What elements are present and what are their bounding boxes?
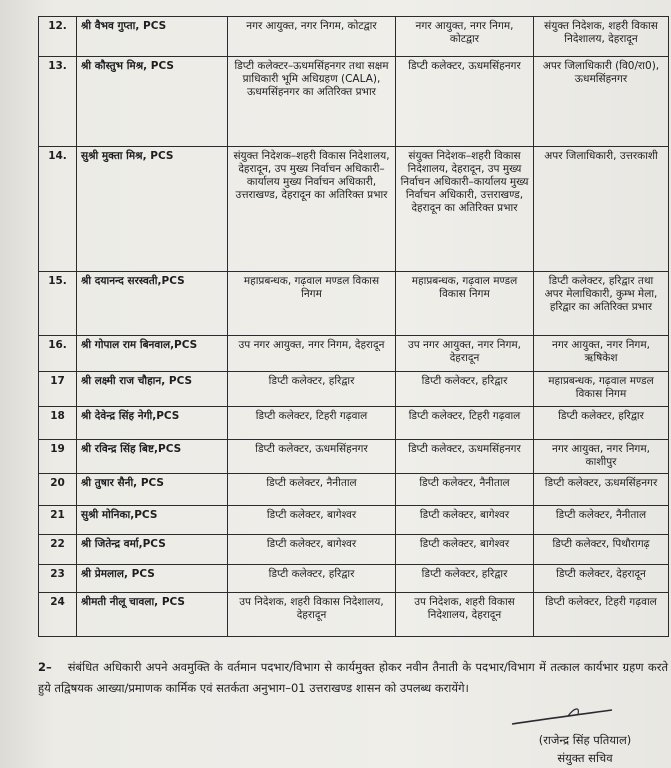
officer-name: सुश्री मुक्ता मिश्र, PCS [77, 147, 228, 272]
table-row [39, 474, 669, 506]
serial-number: 22 [39, 535, 77, 565]
officer-name: श्रीमती नीलू चावला, PCS [77, 593, 228, 637]
officer-name: श्री गोपाल राम बिनवाल,PCS [77, 336, 228, 372]
table-row [39, 565, 669, 593]
current-posting: डिप्टी कलेक्टर, नैनीताल [228, 474, 396, 506]
officer-name: श्री प्रेमलाल, PCS [77, 565, 228, 593]
new-posting: डिप्टी कलेक्टर, ऊधमसिंहनगर [534, 474, 669, 506]
relieved-from-posting: उप नगर आयुक्त, नगर निगम, देहरादून [396, 336, 534, 372]
new-posting: अपर जिलाधिकारी, उत्तरकाशी [534, 147, 669, 272]
new-posting: डिप्टी कलेक्टर, नैनीताल [534, 506, 669, 535]
current-posting: महाप्रबन्धक, गढ़वाल मण्डल विकास निगम [228, 272, 396, 336]
current-posting: संयुक्त निदेशक–शहरी विकास निदेशालय, देहरादून, उप मुख्य निर्वाचन अधिकारी–कार्यालय मुख्य निर्वाचन अधिकारी, उत्तराखण्ड, देहरादून का अतिरिक्त प्रभार [228, 147, 396, 272]
serial-number: 21 [39, 506, 77, 535]
officer-name: श्री देवेन्द्र सिंह नेगी,PCS [77, 407, 228, 440]
new-posting: अपर जिलाधिकारी (वि0/रा0), ऊधमसिंहनगर [534, 57, 669, 147]
relieved-from-posting: नगर आयुक्त, नगर निगम, कोटद्वार [396, 17, 534, 57]
signatory-name: (राजेन्द्र सिंह पतियाल) [538, 733, 632, 747]
serial-number: 12. [39, 17, 77, 57]
current-posting: डिप्टी कलेक्टर, ऊधमसिंहनगर [228, 440, 396, 474]
current-posting: डिप्टी कलेक्टर, हरिद्वार [228, 372, 396, 407]
serial-number: 13. [39, 57, 77, 147]
table-row [39, 17, 669, 57]
relieved-from-posting: डिप्टी कलेक्टर, ऊधमसिंहनगर [396, 440, 534, 474]
current-posting: डिप्टी कलेक्टर, हरिद्वार [228, 565, 396, 593]
officer-name: श्री रविन्द्र सिंह बिष्ट,PCS [77, 440, 228, 474]
relieved-from-posting: डिप्टी कलेक्टर, ऊधमसिंहनगर [396, 57, 534, 147]
current-posting: उप नगर आयुक्त, नगर निगम, देहरादून [228, 336, 396, 372]
serial-number: 17 [39, 372, 77, 407]
table-row [39, 57, 669, 147]
serial-number: 15. [39, 272, 77, 336]
new-posting: डिप्टी कलेक्टर, पिथौरागढ़ [534, 535, 669, 565]
relieved-from-posting: डिप्टी कलेक्टर, बागेश्वर [396, 535, 534, 565]
paragraph-number: 2– [38, 660, 52, 674]
transfer-table-body [39, 17, 669, 637]
new-posting: नगर आयुक्त, नगर निगम, काशीपुर [534, 440, 669, 474]
table-row [39, 506, 669, 535]
table-row [39, 336, 669, 372]
paragraph-text: संबंधित अधिकारी अपने अवमुक्ति के वर्तमान पदभार/विभाग से कार्यमुक्त होकर नवीन तैनाती के पदभार/विभाग में तत्काल कार्यभार ग्रहण करते हुये तद्विषयक आख्या/प्रमाणक कार्मिक एवं सतर्कता अनुभाग–01 उत्तराखण्ड शासन को उपलब्ध करायेंगे। [38, 660, 668, 695]
serial-number: 23 [39, 565, 77, 593]
current-posting: डिप्टी कलेक्टर, बागेश्वर [228, 506, 396, 535]
signatory-designation: संयुक्त सचिव [557, 751, 613, 765]
table-row [39, 535, 669, 565]
officer-name: श्री वैभव गुप्ता, PCS [77, 17, 228, 57]
new-posting: डिप्टी कलेक्टर, टिहरी गढ़वाल [534, 593, 669, 637]
transfer-table [38, 16, 669, 637]
new-posting: डिप्टी कलेक्टर, हरिद्वार [534, 407, 669, 440]
serial-number: 14. [39, 147, 77, 272]
table-row [39, 440, 669, 474]
new-posting: डिप्टी कलेक्टर, देहरादून [534, 565, 669, 593]
relieved-from-posting: डिप्टी कलेक्टर, हरिद्वार [396, 565, 534, 593]
serial-number: 19 [39, 440, 77, 474]
serial-number: 16. [39, 336, 77, 372]
relieved-from-posting: महाप्रबन्धक, गढ़वाल मण्डल विकास निगम [396, 272, 534, 336]
new-posting: संयुक्त निदेशक, शहरी विकास निदेशालय, देहरादून [534, 17, 669, 57]
relieved-from-posting: डिप्टी कलेक्टर, बागेश्वर [396, 506, 534, 535]
officer-name: श्री जितेन्द्र वर्मा,PCS [77, 535, 228, 565]
current-posting: डिप्टी कलेक्टर, टिहरी गढ़वाल [228, 407, 396, 440]
relieved-from-posting: डिप्टी कलेक्टर, हरिद्वार [396, 372, 534, 407]
serial-number: 20 [39, 474, 77, 506]
relieved-from-posting: डिप्टी कलेक्टर, नैनीताल [396, 474, 534, 506]
relieved-from-posting: संयुक्त निदेशक–शहरी विकास निदेशालय, देहरादून, उप मुख्य निर्वाचन अधिकारी–कार्यालय मुख्य निर्वाचन अधिकारी, उत्तराखण्ड, देहरादून का अतिरिक्त प्रभार [396, 147, 534, 272]
new-posting: नगर आयुक्त, नगर निगम, ऋषिकेश [534, 336, 669, 372]
officer-name: श्री दयानन्द सरस्वती,PCS [77, 272, 228, 336]
current-posting: डिप्टी कलेक्टर–ऊधमसिंहनगर तथा सक्षम प्राधिकारी भूमि अधिग्रहण (CALA), ऊधमसिंहनगर का अतिरिक्त प्रभार [228, 57, 396, 147]
signature-mark [508, 702, 618, 732]
new-posting: डिप्टी कलेक्टर, हरिद्वार तथा अपर मेलाधिकारी, कुम्भ मेला, हरिद्वार का अतिरिक्त प्रभार [534, 272, 669, 336]
officer-name: श्री कौस्तुभ मिश्र, PCS [77, 57, 228, 147]
officer-name: श्री लक्ष्मी राज चौहान, PCS [77, 372, 228, 407]
current-posting: उप निदेशक, शहरी विकास निदेशालय, देहरादून [228, 593, 396, 637]
table-row [39, 272, 669, 336]
new-posting: महाप्रबन्धक, गढ़वाल मण्डल विकास निगम [534, 372, 669, 407]
table-row [39, 407, 669, 440]
officer-name: सुश्री मोनिका,PCS [77, 506, 228, 535]
relieved-from-posting: डिप्टी कलेक्टर, टिहरी गढ़वाल [396, 407, 534, 440]
current-posting: नगर आयुक्त, नगर निगम, कोटद्वार [228, 17, 396, 57]
officer-name: श्री तुषार सैनी, PCS [77, 474, 228, 506]
relieved-from-posting: उप निदेशक, शहरी विकास निदेशालय, देहरादून [396, 593, 534, 637]
table-row [39, 593, 669, 637]
instruction-paragraph [38, 657, 668, 699]
serial-number: 18 [39, 407, 77, 440]
table-row [39, 147, 669, 272]
serial-number: 24 [39, 593, 77, 637]
current-posting: डिप्टी कलेक्टर, बागेश्वर [228, 535, 396, 565]
table-row [39, 372, 669, 407]
